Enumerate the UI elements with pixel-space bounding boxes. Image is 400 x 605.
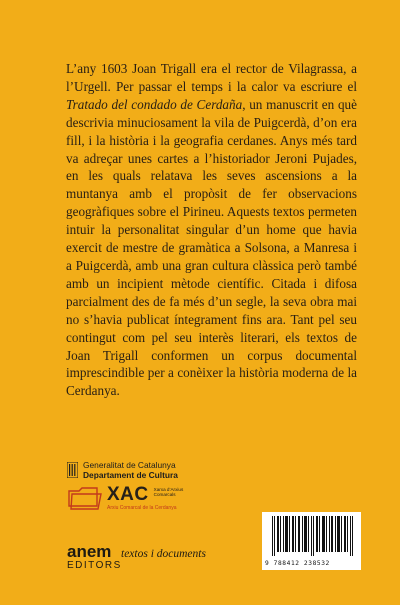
isbn-number: 9 788412 238532 [265,560,330,567]
folder-outline-icon [67,485,103,511]
blurb-text-rest: , un manuscrit en què descrivia minuciosament la vila de Puigcerdà, d’on era fill, i la història i la geografia cerdanes. Anys més tard va adreçar unes cartes a l’historiador Jeroni Pujades, en les quals relatava les seves ascensions a la muntanya amb el propòsit de fer observacions geogràfiques sobre el Pirineu. Aquests textos permeten intuir la personalitat singular d’un home que havia exercit de mestre de gramàtica a Solsona, a Manresa i a Puigcerdà, amb una gran cultura clàssica però també amb un incipient mètode científic. Citada i difosa parcialment des de fa més d’un segle, la seva obra mai no s’havia publicat íntegrament fins ara. Tant pel seu contingut com pel seu interès literari, els textos de Joan Trigall conformen un corpus documental imprescindible per a conèixer la història moderna de la Cerdanya. [66,96,357,399]
generalitat-logo [67,460,178,480]
department-name: Departament de Cultura [83,470,178,480]
publisher-logo [67,543,122,572]
barcode-bars [272,516,356,556]
publisher-name: anem [67,542,112,561]
generalitat-emblem-icon [67,462,78,478]
generalitat-name: Generalitat de Catalunya [83,460,176,470]
xac-archive-name: Arxiu Comarcal de la Cerdanya [107,505,177,511]
blurb-paragraph [66,60,357,400]
publisher-sub: EDITORS [67,560,122,571]
xac-network-name: Xarxa d’Arxius Comarcals [153,487,184,498]
collection-name: textos i documents [121,548,206,560]
xac-logo [67,485,194,511]
back-cover-blurb [66,60,357,400]
isbn-barcode [262,512,361,570]
xac-wordmark: XAC [107,484,149,505]
blurb-text-start: L’any 1603 Joan Trigall era el rector de Vilagrassa, a l’Urgell. Per passar el temps i la calor va escriure el [66,61,357,94]
book-title-italic: Tratado del condado de Cerdaña [66,96,243,112]
